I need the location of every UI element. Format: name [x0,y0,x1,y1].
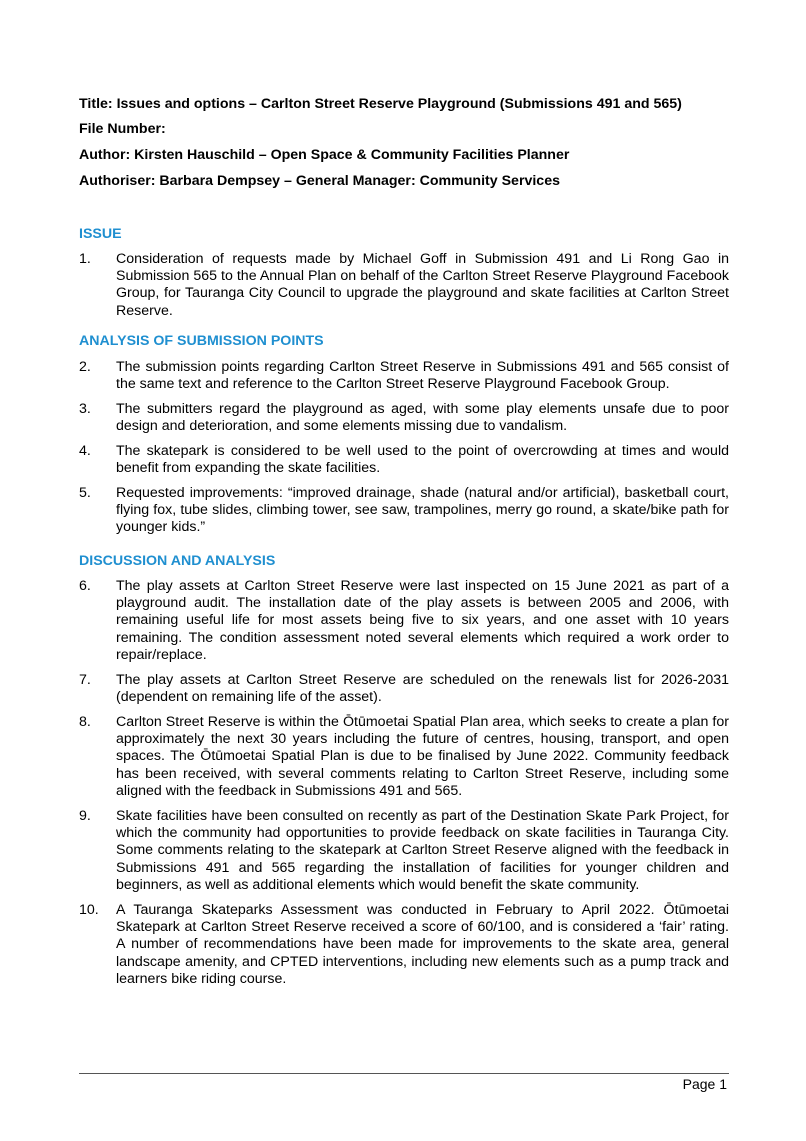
item-number: 6. [79,578,91,594]
author-value: Kirsten Hauschild – Open Space & Community Facilities Planner [134,147,570,163]
title-line [79,96,739,113]
list-item [79,672,729,706]
item-text: Carlton Street Reserve is within the Ōtūmoetai Spatial Plan area, which seeks to create a plan for approximately the next 30 years including the future of centres, housing, transport, and open spaces. The Ōtūmoetai Spatial Plan is due to be finalised by June 2022. Community feedback has been received, with several comments relating to Carlton Street Reserve, including some aligned with the feedback in Submissions 491 and 565. [116,714,729,799]
section-heading-issue: ISSUE [79,226,122,242]
list-item [79,359,729,393]
page-number: Page 1 [682,1076,727,1092]
list-item [79,902,729,988]
section-heading-discussion: DISCUSSION AND ANALYSIS [79,553,276,569]
item-number: 8. [79,714,91,730]
item-number: 3. [79,401,91,417]
item-text: Requested improvements: “improved drainage, shade (natural and/or artificial), basketball court, flying fox, tube slides, climbing tower, see saw, trampolines, merry go round, a skate/bike path for younger kids.” [116,485,729,536]
file-number-line [79,121,739,138]
list-item [79,443,729,477]
authoriser-value: : Barbara Dempsey – General Manager: Community Services [150,173,560,189]
section-heading-analysis: ANALYSIS OF SUBMISSION POINTS [79,333,324,349]
authoriser-line [79,173,739,190]
item-text: The skatepark is considered to be well used to the point of overcrowding at times and would benefit from expanding the skate facilities. [116,443,729,477]
item-text: The play assets at Carlton Street Reserve were last inspected on 15 June 2021 as part of a playground audit. The installation date of the play assets is between 2005 and 2006, with remaining useful life for most assets being five to six years, and one asset with 10 years remaining. The condition assessment noted several elements which required a work order to repair/replace. [116,578,729,663]
item-number: 9. [79,808,91,824]
item-text: The play assets at Carlton Street Reserve are scheduled on the renewals list for 2026-2031 (dependent on remaining life of the asset). [116,672,729,706]
file-number-label: File Number: [79,121,166,137]
list-item [79,401,729,435]
item-number: 10. [79,902,99,918]
author-line [79,147,739,164]
item-text: The submitters regard the playground as aged, with some play elements unsafe due to poor design and deterioration, and some elements missing due to vandalism. [116,401,729,435]
list-item [79,578,729,664]
item-text: Skate facilities have been consulted on recently as part of the Destination Skate Park Project, for which the community had opportunities to provide feedback on skate facilities in Tauranga City. Some comments relating to the skatepark at Carlton Street Reserve aligned with the feedback in Submissions 491 and 565 regarding the installation of facilities for younger children and beginners, as well as additional elements which would benefit the skate community. [116,808,729,893]
title-value: Issues and options – Carlton Street Reserve Playground (Submissions 491 and 565) [116,96,682,112]
list-item [79,485,729,537]
item-number: 2. [79,359,91,375]
authoriser-label: Authoriser [79,173,151,189]
item-text: The submission points regarding Carlton Street Reserve in Submissions 491 and 565 consist of the same text and reference to the Carlton Street Reserve Playground Facebook Group. [116,359,729,393]
item-number: 1. [79,251,91,267]
author-label: Author: [79,147,131,163]
list-item [79,251,729,320]
list-item [79,808,729,894]
item-text: Consideration of requests made by Michael Goff in Submission 491 and Li Rong Gao in Submission 565 to the Annual Plan on behalf of the Carlton Street Reserve Playground Facebook Group, for Tauranga City Council to upgrade the playground and skate facilities at Carlton Street Reserve. [116,251,729,319]
list-item [79,714,729,800]
item-number: 7. [79,672,91,688]
footer-divider [79,1073,729,1074]
item-number: 5. [79,485,91,501]
item-text: A Tauranga Skateparks Assessment was conducted in February to April 2022. Ōtūmoetai Skatepark at Carlton Street Reserve received a score of 60/100, and is considered a ‘fair’ rating. A number of recommendations have been made for improvements to the skate area, general landscape amenity, and CPTED interventions, including new elements such as a pump track and learners bike riding course. [116,902,729,987]
title-label: Title: [79,96,113,112]
item-number: 4. [79,443,91,459]
